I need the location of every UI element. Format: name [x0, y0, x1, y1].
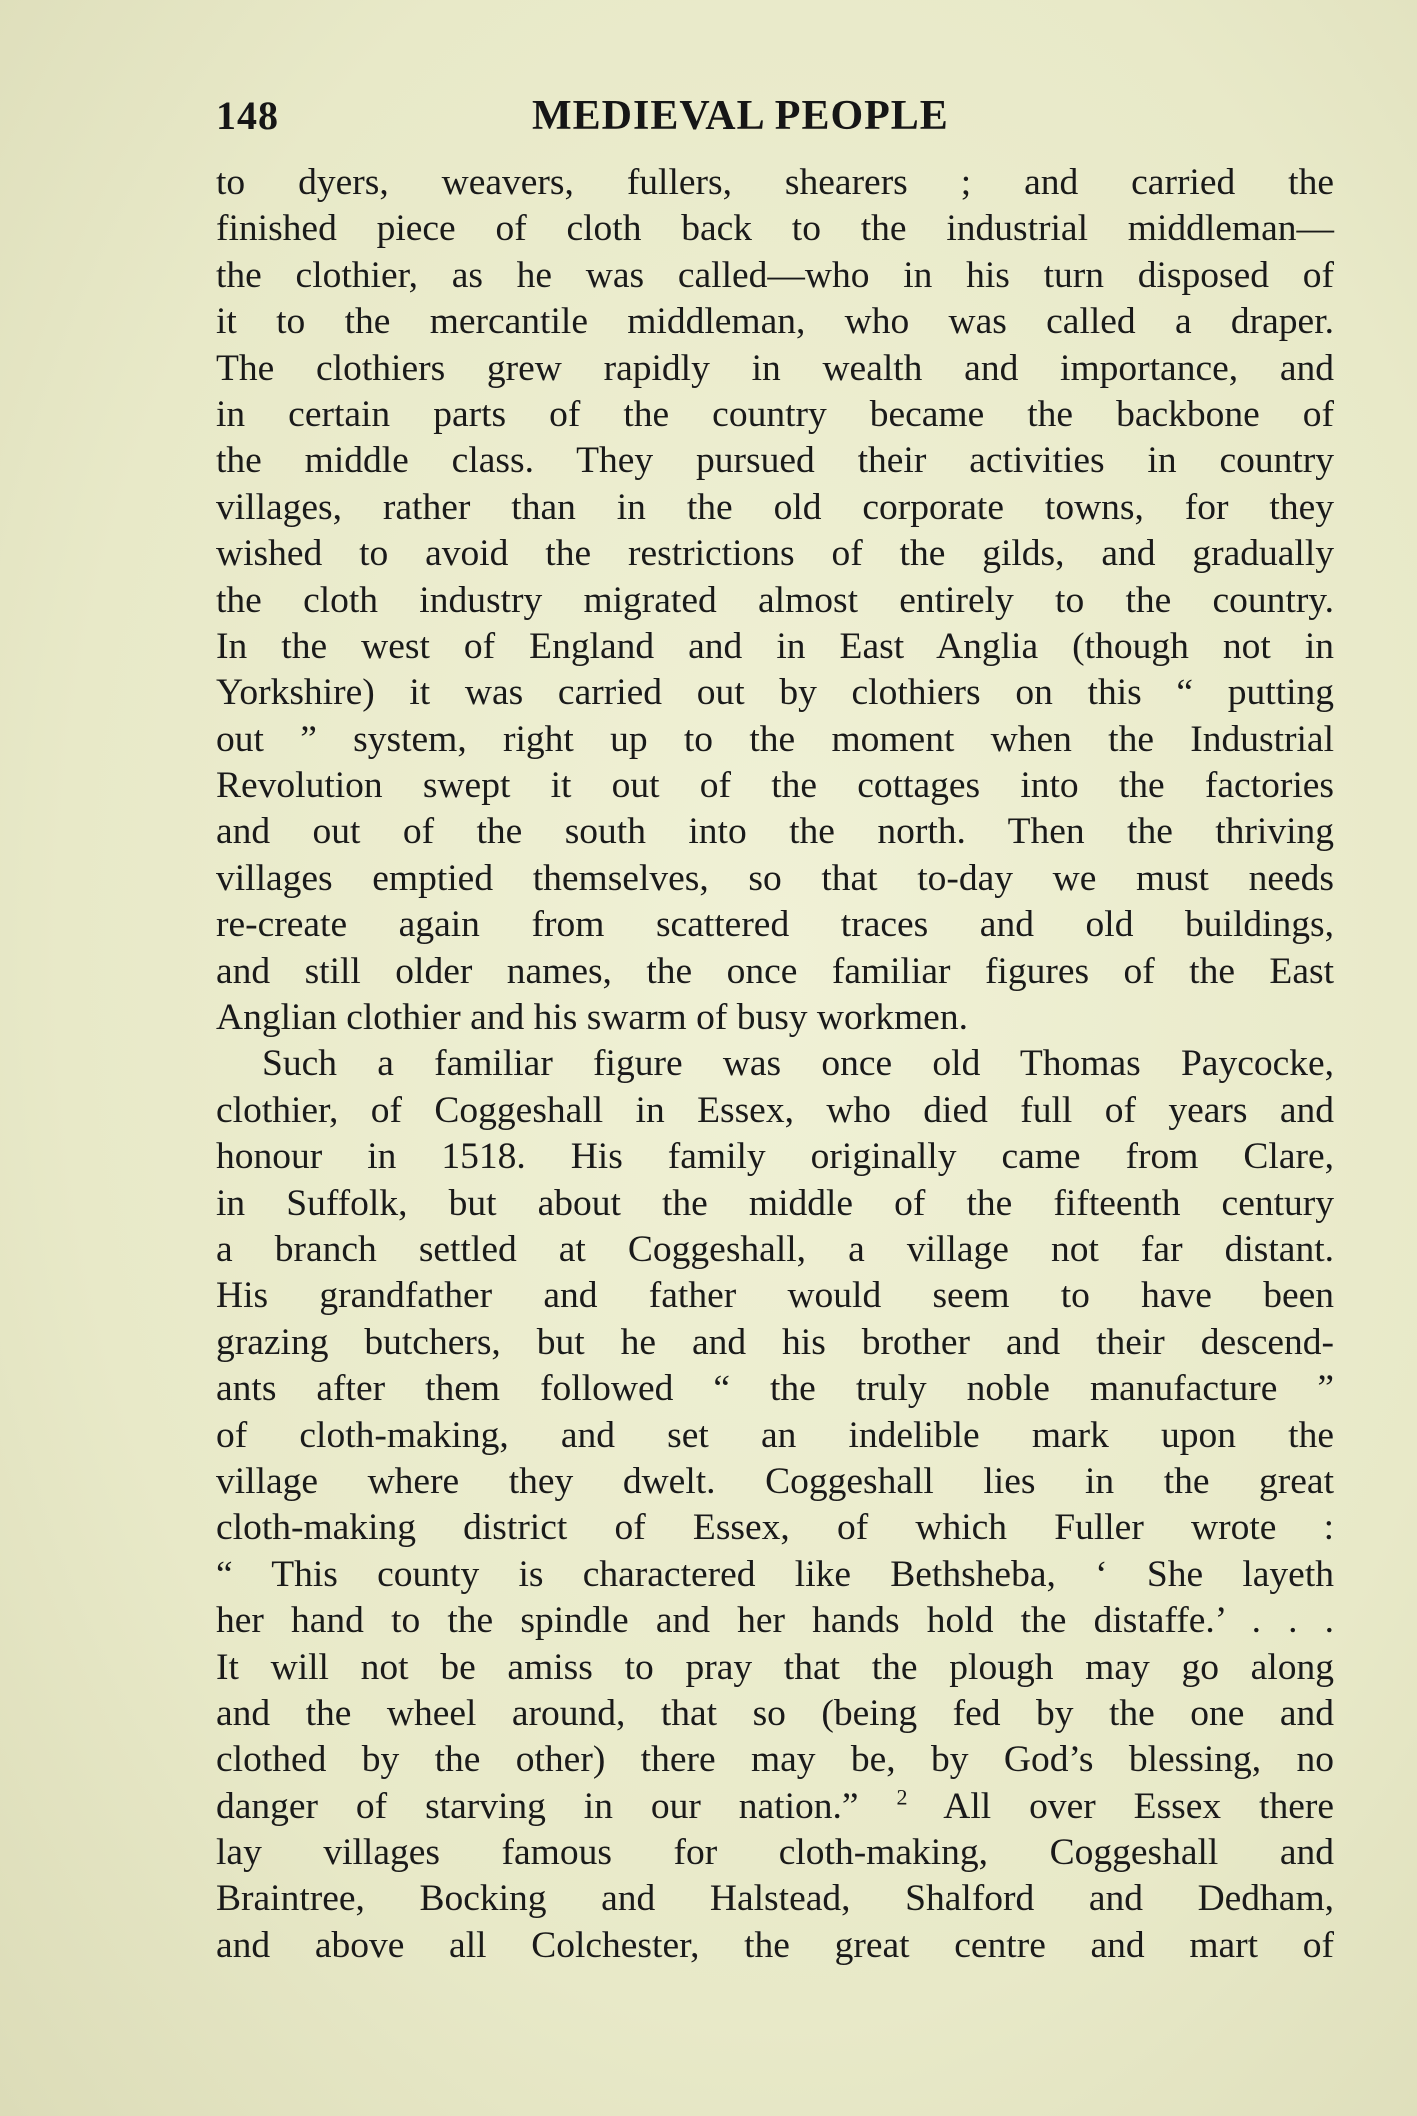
text-line: the clothier, as he was called—who in his turn disposed of [216, 254, 1334, 296]
text-line: clothed by the other) there may be, by God’s blessing, no [216, 1739, 1334, 1781]
text-line: It will not be amiss to pray that the plough may go along [216, 1646, 1334, 1688]
page-header [216, 92, 1334, 152]
text-line: it to the mercantile middleman, who was called a draper. [216, 301, 1334, 343]
text-line: Revolution swept it out of the cottages into the factories [216, 765, 1334, 807]
text-line: clothier, of Coggeshall in Essex, who died full of years and [216, 1089, 1334, 1131]
text-line: ants after them followed “ the truly noble manufacture ” [216, 1368, 1334, 1410]
text-line: Such a familiar figure was once old Thomas Paycocke, [262, 1043, 1334, 1085]
text-line: and above all Colchester, the great centre and mart of [216, 1924, 1334, 1966]
text-line: and the wheel around, that so (being fed by the one and [216, 1692, 1334, 1734]
text-segment: danger of starving in our nation.” [216, 1785, 859, 1827]
text-line: village where they dwelt. Coggeshall lies in the great [216, 1460, 1334, 1502]
body-text [216, 160, 1334, 1969]
text-line: cloth-making district of Essex, of which Fuller wrote : [216, 1507, 1334, 1549]
text-line: honour in 1518. His family originally came from Clare, [216, 1136, 1334, 1178]
text-line: finished piece of cloth back to the industrial middleman— [216, 208, 1334, 250]
text-line: in certain parts of the country became the backbone of [216, 393, 1334, 435]
text-line: the middle class. They pursued their activities in country [216, 440, 1334, 482]
text-line: to dyers, weavers, fullers, shearers ; and carried the [216, 162, 1334, 203]
text-line: His grandfather and father would seem to have been [216, 1275, 1334, 1317]
paragraph [216, 160, 1334, 1041]
text-line: out ” system, right up to the moment when the Industrial [216, 718, 1334, 760]
text-line: in Suffolk, but about the middle of the fifteenth century [216, 1182, 1334, 1224]
running-head: MEDIEVAL PEOPLE [532, 93, 949, 139]
text-line: wished to avoid the restrictions of the gilds, and gradually [216, 533, 1334, 575]
text-line: “ This county is charactered like Bethsheba, ‘ She layeth [216, 1553, 1334, 1595]
text-line: Yorkshire) it was carried out by clothiers on this “ putting [216, 672, 1334, 714]
text-line: of cloth-making, and set an indelible mark upon the [216, 1414, 1334, 1456]
text-line: grazing butchers, but he and his brother and their descend- [216, 1321, 1334, 1363]
text-line: villages, rather than in the old corporate towns, for they [216, 486, 1334, 528]
text-line: and out of the south into the north. Then the thriving [216, 811, 1334, 853]
text-line: The clothiers grew rapidly in wealth and importance, and [216, 347, 1334, 389]
text-segment: All over Essex there [943, 1785, 1335, 1827]
text-line: the cloth industry migrated almost entirely to the country. [216, 579, 1334, 621]
text-line: villages emptied themselves, so that to-day we must needs [216, 857, 1334, 899]
text-line: and still older names, the once familiar figures of the East [216, 950, 1334, 992]
text-line-with-footnote [216, 1784, 1334, 1830]
page-number: 148 [216, 93, 279, 138]
text-line: lay villages famous for cloth-making, Coggeshall and [216, 1832, 1334, 1874]
text-line: a branch settled at Coggeshall, a village not far distant. [216, 1228, 1334, 1270]
text-line: In the west of England and in East Anglia (though not in [216, 625, 1334, 667]
text-line: Braintree, Bocking and Halstead, Shalford and Dedham, [216, 1878, 1334, 1920]
text-line: her hand to the spindle and her hands hold the distaffe.’ . . . [216, 1600, 1334, 1642]
paragraph [216, 1041, 1334, 1969]
text-line: re-create again from scattered traces and old buildings, [216, 904, 1334, 946]
footnote-marker: 2 [896, 1784, 908, 1810]
text-line: Anglian clothier and his swarm of busy workmen. [216, 997, 968, 1039]
